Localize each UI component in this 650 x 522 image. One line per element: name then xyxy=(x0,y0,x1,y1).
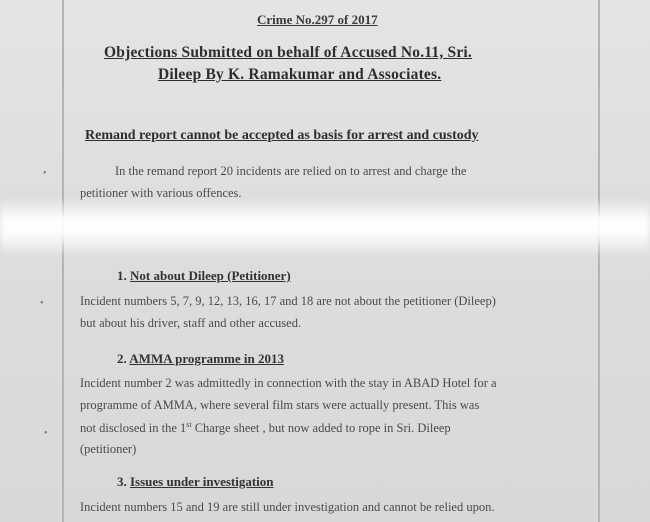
title-line-1: Objections Submitted on behalf of Accused No.11, Sri. xyxy=(104,44,472,61)
margin-mark: • xyxy=(43,168,47,179)
section-heading: Remand report cannot be accepted as basis for arrest and custody xyxy=(85,128,479,143)
point-1-line-1: Incident numbers 5, 7, 9, 12, 13, 16, 17 and 18 are not about the petitioner (Dileep) xyxy=(80,294,496,308)
point-2-title: AMMA programme in 2013 xyxy=(129,351,284,366)
point-3-number: 3. xyxy=(117,474,127,489)
point-2-number: 2. xyxy=(117,351,127,366)
point-2-heading xyxy=(117,351,284,367)
right-margin-line xyxy=(598,0,600,522)
point-1-title: Not about Dileep (Petitioner) xyxy=(130,268,291,283)
point-2-line-3: not disclosed in the 1st Charge sheet , but now added to rope in Sri. Dileep xyxy=(80,420,451,436)
margin-mark: • xyxy=(40,298,44,309)
title-line-2: Dileep By K. Ramakumar and Associates. xyxy=(158,66,442,83)
left-margin-line xyxy=(62,0,64,522)
intro-line-2: petitioner with various offences. xyxy=(80,186,242,200)
point-2-line-4: (petitioner) xyxy=(80,442,137,456)
point-1-heading xyxy=(117,268,291,284)
point-1-number: 1. xyxy=(117,268,127,283)
point-3-title: Issues under investigation xyxy=(130,474,274,489)
point-2-line-1: Incident number 2 was admittedly in connection with the stay in ABAD Hotel for a xyxy=(80,376,497,390)
superscript-st: st xyxy=(186,420,192,429)
point-2-line-2: programme of AMMA, where several film stars were actually present. This was xyxy=(80,398,480,412)
point-3-line-1: Incident numbers 15 and 19 are still under investigation and cannot be relied upon. xyxy=(80,500,495,514)
page-fold-glare xyxy=(0,200,650,255)
intro-line-1: In the remand report 20 incidents are relied on to arrest and charge the xyxy=(115,164,467,178)
case-number: Crime No.297 of 2017 xyxy=(257,12,378,27)
point-1-line-2: but about his driver, staff and other accused. xyxy=(80,316,302,330)
point-3-heading xyxy=(117,474,274,490)
margin-mark: • xyxy=(44,428,48,439)
